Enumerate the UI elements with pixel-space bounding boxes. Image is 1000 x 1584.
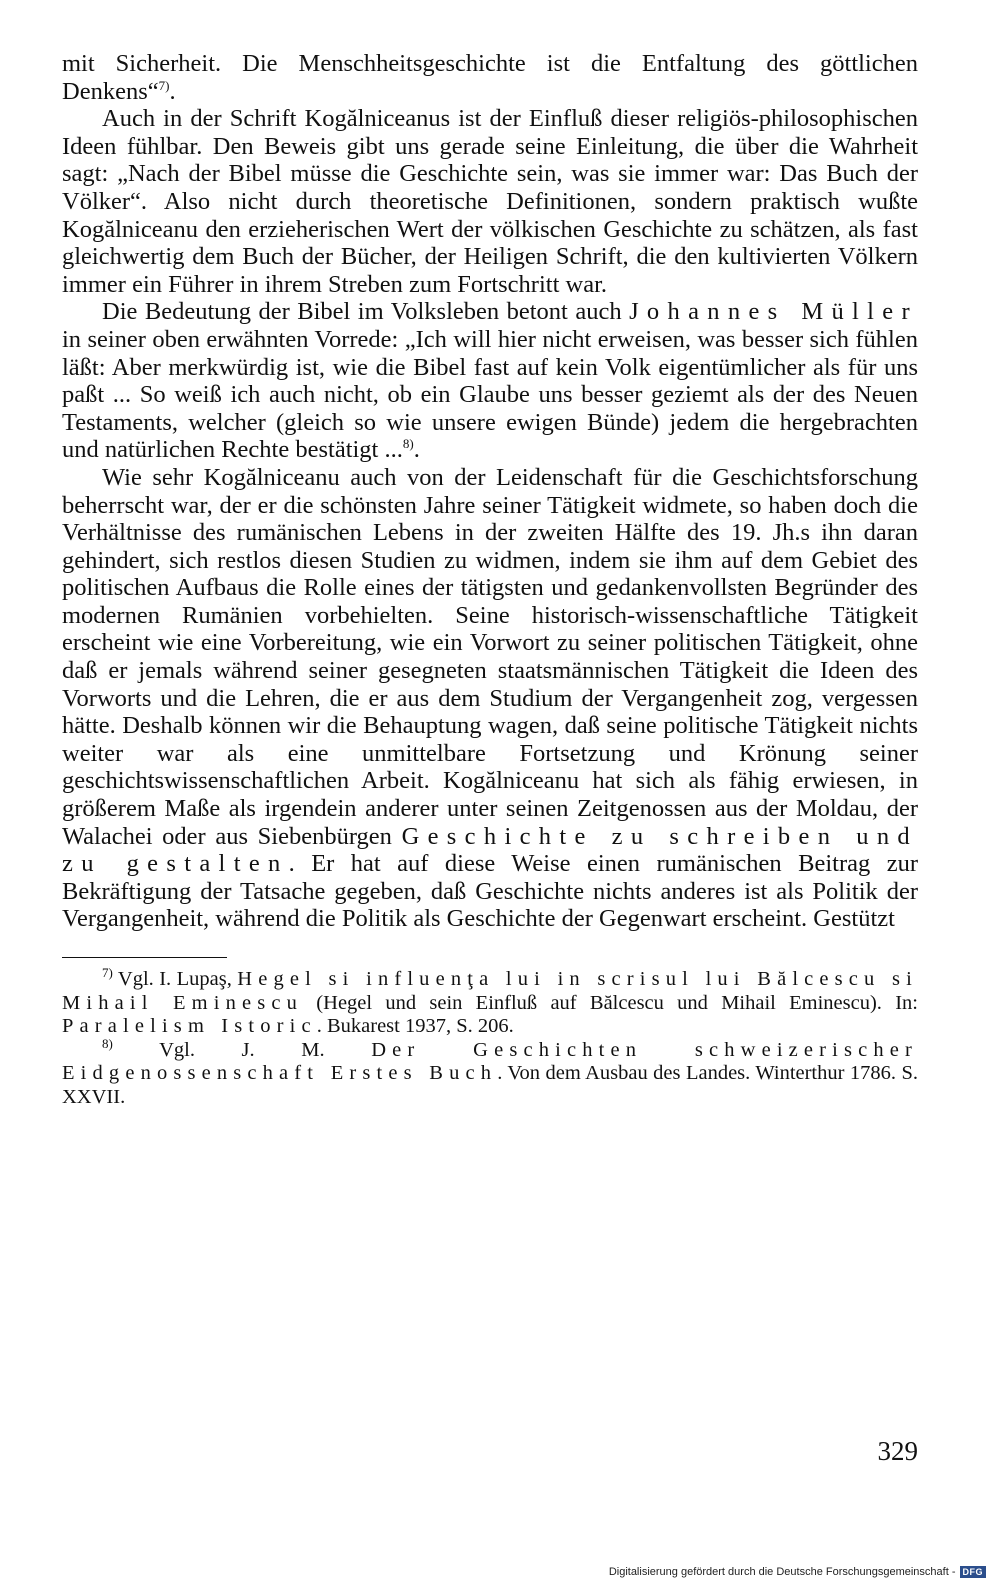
book-page: [62, 50, 918, 1109]
footnote-7: [62, 965, 918, 1039]
paragraph-3: [62, 298, 918, 464]
text-span: . Bukarest 1937, S. 206.: [316, 1015, 514, 1037]
text-span: Auch in der Schrift Kogălniceanus ist der Einfluß dieser religiös-philosophischen Ideen fühlbar. Den Beweis gibt uns gerade seine Einleitung, die über die Wahrheit sagt: „Nach der Bibel müsse die Geschichte sein, was sie immer war: Das Buch der Völker“. Also nicht durch theoretische Definitionen, sondern praktisch wußte Kogălniceanu den erzieherischen Wert der völkischen Geschichte zu schätzen, als fast gleichwertig dem Buch der Bücher, der Heiligen Schrift, die den kultivierten Völkern immer ein Führer in ihrem Streben zum Fortschritt war.: [62, 105, 918, 298]
page-number: 329: [877, 1436, 918, 1466]
text-span: Wie sehr Kogălniceanu auch von der Leidenschaft für die Geschichtsforschung beherrscht war, der er die schönsten Jahre seiner Tätigkeit widmete, so haben doch die Verhältnisse des rumänischen Lebens in der zweiten Hälfte des 19. Jh.s ihn daran gehindert, sich restlos diesen Studien zu widmen, indem sie ihm auf dem Gebiet des politischen Aufbaus die Rolle eines der tätigsten und gedankenvollsten Begründer des modernen Rumänien vorbehielten. Seine historisch-wissenschaftliche Tätigkeit erscheint wie eine Vorbereitung, wie ein Vorwort zu seiner politischen Tätigkeit, ohne daß er jemals während seiner gesegneten staatsmännischen Tätigkeit die Ideen des Vorworts und die Lehren, die er aus dem Studium der Vergangenheit zog, vergessen hätte. Deshalb können wir die Behauptung wagen, daß seine politische Tätigkeit nichts weiter war als eine unmittelbare Fortsetzung und Krönung seiner geschichtswissenschaftlichen Arbeit. Kogălniceanu hat sich als fähig erwiesen, in größerem Maße als irgendein anderer unter seinen Zeitgenossen aus der Moldau, der Walachei oder aus Siebenbürgen: [62, 463, 918, 850]
text-span: . Er hat auf diese Weise einen rumänischen Beitrag zur Bekräftigung der Tatsache gegeben, daß Geschichte nichts anderes ist als Politik der Vergangenheit, während die Politik als Geschichte der Gegenwart erscheint. Gestützt: [62, 850, 918, 933]
title-spaced: Der Geschichten schweizerischer Eidgenossenschaft Erstes Buch: [62, 1038, 918, 1084]
main-text: [62, 50, 918, 933]
credit-text: Digitalisierung gefördert durch die Deutsche Forschungsgemeinschaft -: [608, 1566, 956, 1578]
text-span: (Hegel und sein Einfluß auf Bălcescu und Mihail Eminescu). In:: [303, 991, 918, 1014]
paragraph-2: [62, 105, 918, 298]
text-span: Vgl. I. Lupaş,: [112, 968, 238, 990]
text-span: mit Sicherheit. Die Menschheitsgeschichte ist die Entfaltung des göttlichen Denkens“: [62, 50, 918, 105]
footnote-mark: 7): [102, 965, 113, 981]
footnote-ref-8: 8): [402, 436, 414, 452]
paragraph-4: [62, 464, 918, 933]
dfg-logo: DFG: [960, 1566, 987, 1578]
text-span: Vgl. J. M.: [112, 1038, 372, 1061]
text-span: .: [169, 77, 176, 105]
digitization-credit: [609, 1566, 986, 1578]
footnote-ref-7: 7): [158, 77, 170, 93]
text-span: . Von dem Ausbau des Landes. Winterthur 1786. S. XXVII.: [62, 1062, 918, 1108]
footnotes: [62, 965, 918, 1109]
paragraph-1: [62, 50, 918, 105]
journal-spaced: Paralelism Istoric: [62, 1015, 317, 1037]
footnote-divider: [62, 957, 227, 958]
text-span: Die Bedeutung der Bibel im Volksleben betont auch: [102, 298, 630, 326]
text-span: in seiner oben erwähnten Vorrede: „Ich will hier nicht erweisen, was besser sich fühlen läßt: Aber merkwürdig ist, wie die Bibel fast auf kein Volk eigentümlicher als für uns paßt ... So weiß ich auch nicht, ob ein Glaube uns besser geziemt als der des Neuen Testaments, welcher (gleich so wie unsere ewigen Bünde) jedem die hergebrachten und natürlichen Rechte bestätigt ...: [62, 325, 918, 464]
author-name-spaced: Johannes Müller: [629, 298, 918, 326]
footnote-8: [62, 1035, 918, 1110]
footnote-mark: 8): [102, 1035, 113, 1051]
text-span: .: [413, 436, 420, 464]
emphasis-spaced: Geschichte zu schreiben und zu gestalten: [62, 822, 918, 878]
title-spaced: Hegel si influenţa lui in scrisul lui Bălcescu si Mihail Eminescu: [62, 968, 918, 1014]
